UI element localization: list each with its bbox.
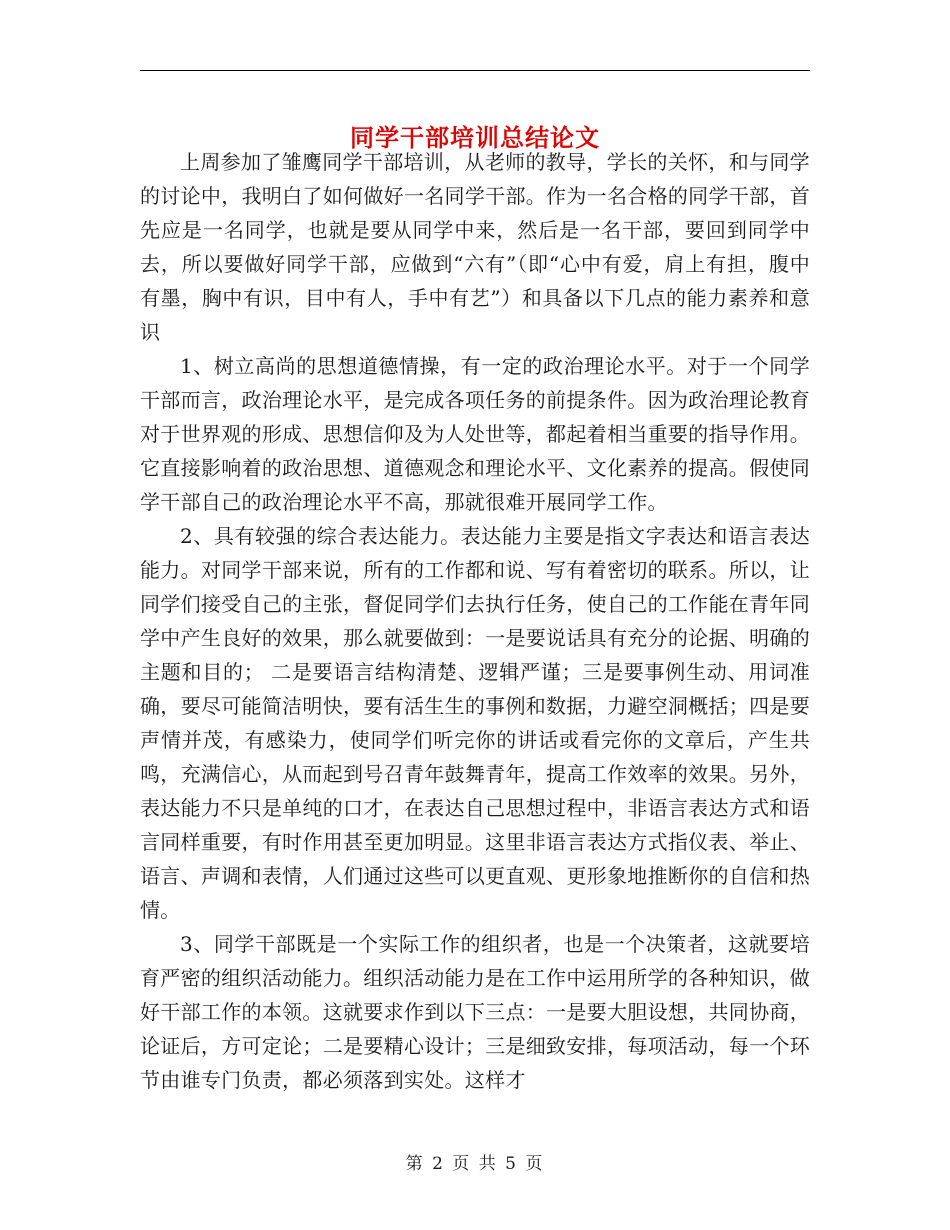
page-number-footer: 第 2 页 共 5 页	[405, 1154, 545, 1174]
paragraph-point-3: 3、同学干部既是一个实际工作的组织者，也是一个决策者，这就要培育严密的组织活动能力。组织活动能力是在工作中运用所学的各种知识，做好干部工作的本领。这就要求作到以下三点：一是要大胆设想，共同协商，论证后，方可定论；二是要精心设计；三是细致安排，每项活动，每一个环节由谁专门负责，都必须落到实处。这样才	[140, 932, 810, 1092]
paragraph-point-2: 2、具有较强的综合表达能力。表达能力主要是指文字表达和语言表达能力。对同学干部来说，所有的工作都和说、写有着密切的联系。所以，让同学们接受自己的主张，督促同学们去执行任务，使自己的工作能在青年同学中产生良好的效果，那么就要做到：一是要说话具有充分的论据、明确的主题和目的； 二是要语言结构清楚、逻辑严谨；三是要事例生动、用词准确，要尽可能简洁明快，要有活生生的事例和数据，力避空洞概括；四是要声情并茂，有感染力，使同学们听完你的讲话或看完你的文章后，产生共鸣，充满信心，从而起到号召青年鼓舞青年，提高工作效率的效果。另外，表达能力不只是单纯的口才，在表达自己思想过程中，非语言表达方式和语言同样重要，有时作用甚至更加明显。这里非语言表达方式指仪表、举止、语言、声调和表情，人们通过这些可以更直观、更形象地推断你的自信和热情。	[140, 524, 810, 922]
paragraph-point-1: 1、树立高尚的思想道德情操，有一定的政治理论水平。对于一个同学干部而言，政治理论水平，是完成各项任务的前提条件。因为政治理论教育对于世界观的形成、思想信仰及为人处世等，都起着相当重要的指导作用。它直接影响着的政治思想、道德观念和理论水平、文化素养的提高。假使同学干部自己的政治理论水平不高，那就很难开展同学工作。	[140, 354, 810, 514]
document-body	[140, 145, 810, 1097]
header-rule	[140, 70, 810, 71]
paragraph-intro: 上周参加了雏鹰同学干部培训，从老师的教导，学长的关怀，和与同学的讨论中，我明白了如何做好一名同学干部。作为一名合格的同学干部，首先应是一名同学，也就是要从同学中来，然后是一名干部，要回到同学中去，所以要做好同学干部，应做到“六有”（即“心中有爱，肩上有担，腹中有墨，胸中有识，目中有人，手中有艺”）和具备以下几点的能力素养和意识	[140, 150, 810, 344]
document-title: 同学干部培训总结论文	[350, 123, 600, 153]
